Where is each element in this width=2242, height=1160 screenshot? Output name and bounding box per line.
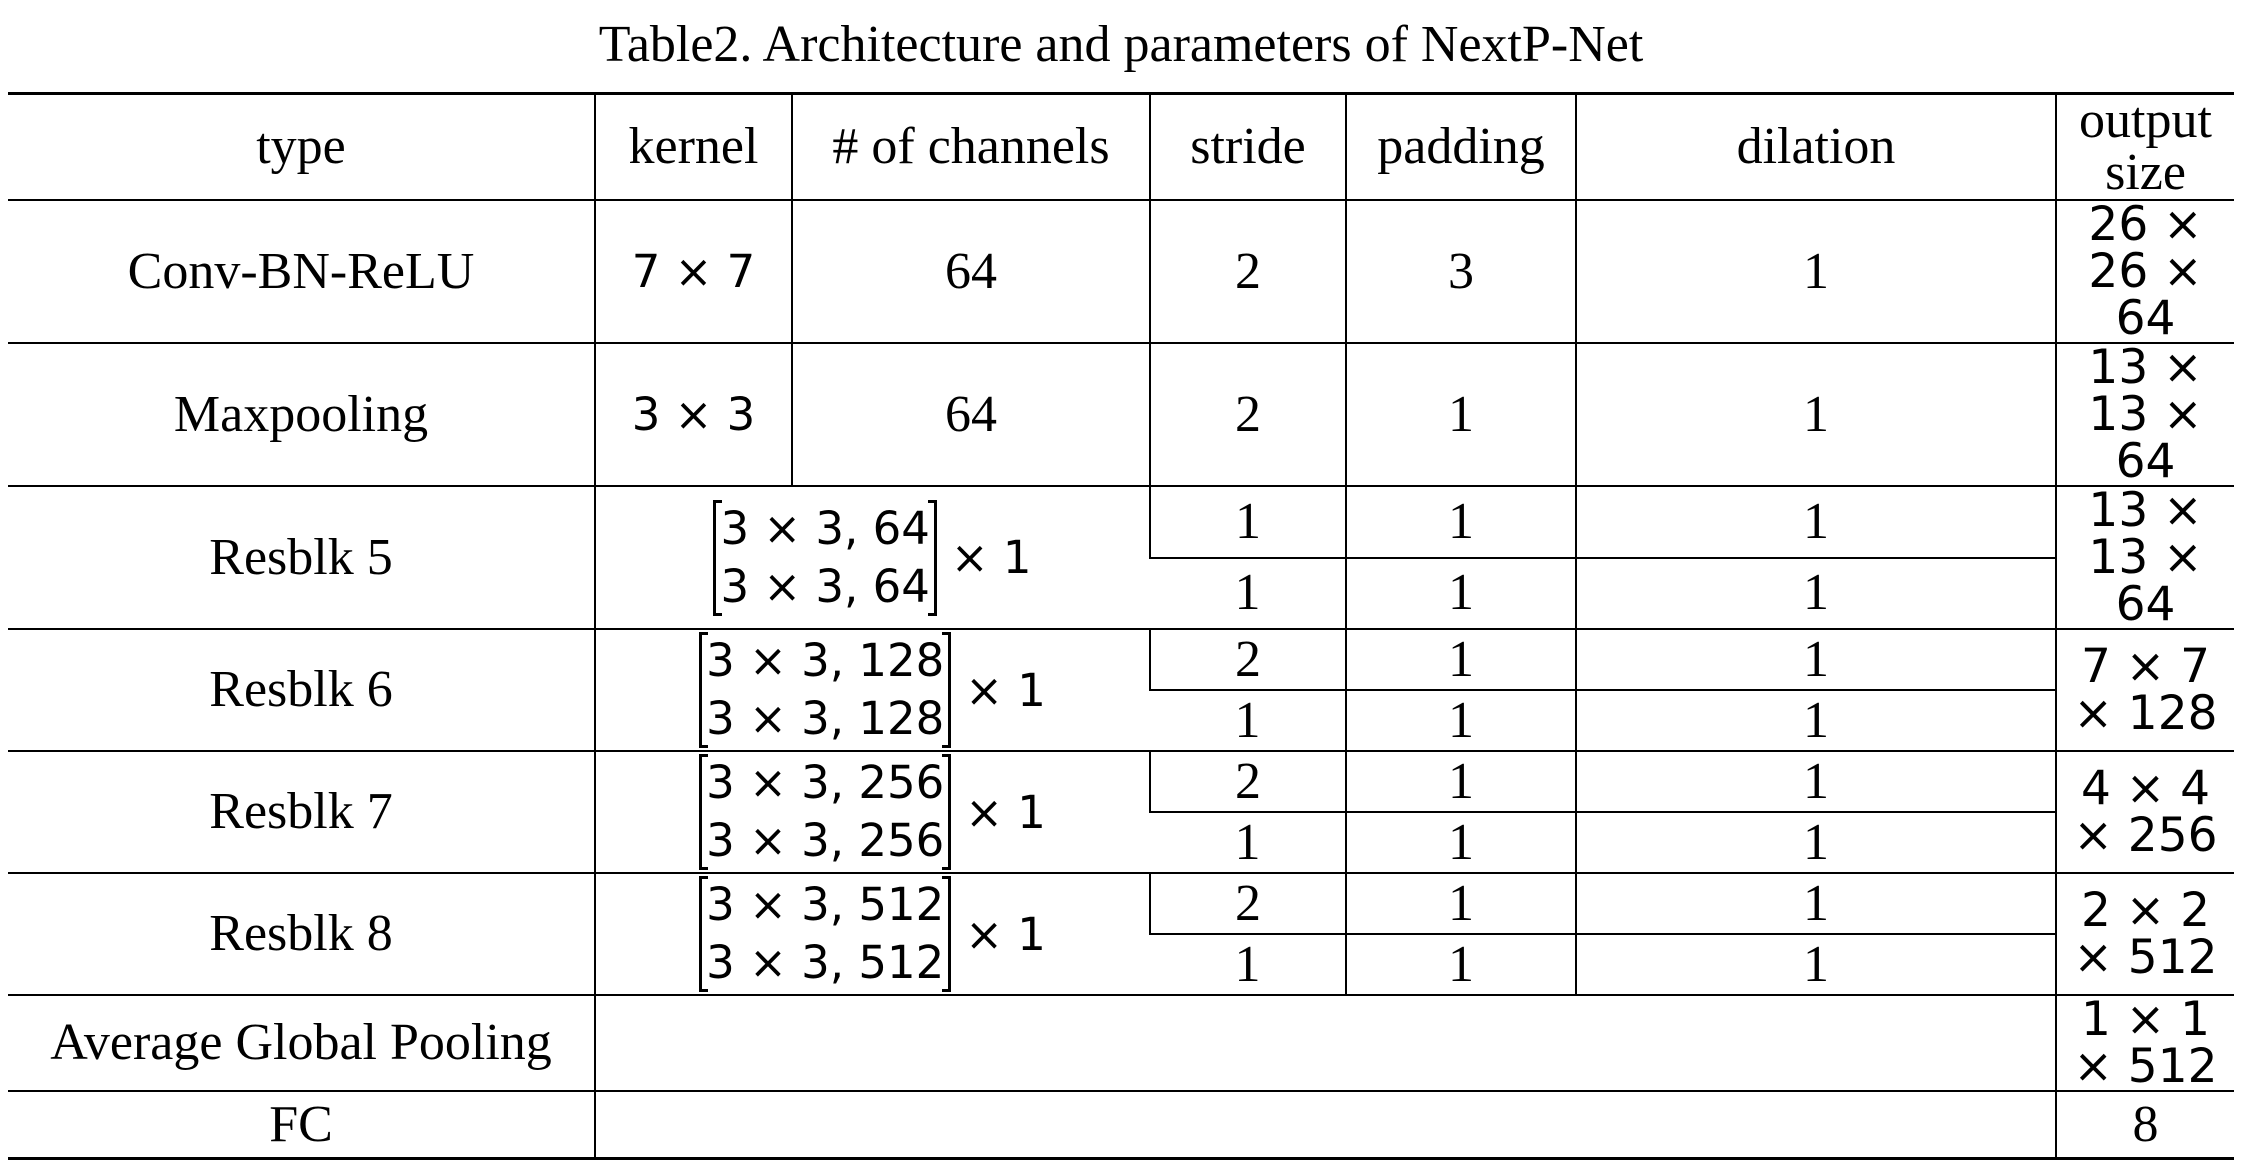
cell-output-size: 26 × 26 × 64 <box>2056 200 2234 343</box>
cell-stride: 2 <box>1150 873 1346 934</box>
architecture-table <box>8 92 2234 1160</box>
cell-dilation: 1 <box>1576 690 2056 751</box>
header-stride: stride <box>1150 94 1346 201</box>
cell-padding: 1 <box>1346 343 1576 486</box>
cell-output-size: 13 × 13 × 64 <box>2056 486 2234 629</box>
cell-padding: 1 <box>1346 873 1576 934</box>
header-kernel: kernel <box>595 94 792 201</box>
matrix-line-2: 3 × 3, 256 <box>706 814 945 867</box>
table-row-conv <box>8 200 2234 343</box>
cell-stride: 1 <box>1150 812 1346 873</box>
cell-type: Resblk 8 <box>8 873 595 995</box>
cell-padding: 1 <box>1346 751 1576 812</box>
cell-stride: 2 <box>1150 751 1346 812</box>
matrix-line-2: 3 × 3, 512 <box>706 936 945 989</box>
block-matrix <box>699 876 1046 992</box>
cell-padding: 1 <box>1346 934 1576 995</box>
header-row <box>8 94 2234 201</box>
matrix-multiplier: × 1 <box>965 663 1046 717</box>
matrix-line-1: 3 × 3, 128 <box>706 634 945 687</box>
matrix-bracket <box>699 754 951 870</box>
table-row-resblk6 <box>8 629 2234 690</box>
cell-padding: 1 <box>1346 629 1576 690</box>
cell-stride: 1 <box>1150 934 1346 995</box>
cell-block-matrix <box>595 751 1150 873</box>
cell-dilation: 1 <box>1576 486 2056 558</box>
cell-block-matrix <box>595 629 1150 751</box>
cell-output-size: 7 × 7 × 128 <box>2056 629 2234 751</box>
cell-channels: 64 <box>792 343 1150 486</box>
matrix-line-1: 3 × 3, 256 <box>706 756 945 809</box>
cell-output-size: 2 × 2 × 512 <box>2056 873 2234 995</box>
cell-stride: 1 <box>1150 486 1346 558</box>
cell-kernel: 3 × 3 <box>595 343 792 486</box>
cell-dilation: 1 <box>1576 200 2056 343</box>
table-row-resblk5 <box>8 486 2234 558</box>
cell-type: Average Global Pooling <box>8 995 595 1091</box>
table-row-resblk8 <box>8 873 2234 934</box>
matrix-bracket <box>699 632 951 748</box>
block-matrix <box>699 754 1046 870</box>
cell-type: Resblk 6 <box>8 629 595 751</box>
header-output-size: output size <box>2056 94 2234 201</box>
table-row-maxpool <box>8 343 2234 486</box>
cell-output-size: 4 × 4 × 256 <box>2056 751 2234 873</box>
header-type: type <box>8 94 595 201</box>
cell-output-size: 1 × 1 × 512 <box>2056 995 2234 1091</box>
cell-dilation: 1 <box>1576 812 2056 873</box>
block-matrix <box>713 500 1031 616</box>
cell-padding: 1 <box>1346 690 1576 751</box>
header-dilation: dilation <box>1576 94 2056 201</box>
header-padding: padding <box>1346 94 1576 201</box>
cell-dilation: 1 <box>1576 873 2056 934</box>
cell-dilation: 1 <box>1576 343 2056 486</box>
matrix-bracket <box>699 876 951 992</box>
cell-padding: 1 <box>1346 486 1576 558</box>
cell-block-matrix <box>595 873 1150 995</box>
matrix-line-2: 3 × 3, 64 <box>720 559 930 613</box>
block-matrix <box>699 632 1046 748</box>
cell-channels: 64 <box>792 200 1150 343</box>
header-channels: # of channels <box>792 94 1150 201</box>
table-row-fc <box>8 1091 2234 1159</box>
cell-block-matrix <box>595 486 1150 629</box>
matrix-multiplier: × 1 <box>965 907 1046 961</box>
cell-dilation: 1 <box>1576 558 2056 630</box>
table-row-resblk7 <box>8 751 2234 812</box>
cell-padding: 1 <box>1346 812 1576 873</box>
cell-output-size: 13 × 13 × 64 <box>2056 343 2234 486</box>
cell-stride: 2 <box>1150 200 1346 343</box>
cell-stride: 1 <box>1150 558 1346 630</box>
cell-stride: 2 <box>1150 629 1346 690</box>
cell-type: Resblk 7 <box>8 751 595 873</box>
cell-empty-span <box>595 995 2056 1091</box>
table-row-avgpool <box>8 995 2234 1091</box>
table-caption: Table2. Architecture and parameters of NextP-Net <box>598 16 1644 73</box>
cell-output-size: 8 <box>2056 1091 2234 1159</box>
matrix-line-2: 3 × 3, 128 <box>706 692 945 745</box>
matrix-line-1: 3 × 3, 64 <box>720 501 930 555</box>
cell-kernel: 7 × 7 <box>595 200 792 343</box>
cell-dilation: 1 <box>1576 629 2056 690</box>
matrix-multiplier: × 1 <box>965 785 1046 839</box>
cell-type: FC <box>8 1091 595 1159</box>
cell-type: Maxpooling <box>8 343 595 486</box>
cell-dilation: 1 <box>1576 934 2056 995</box>
cell-stride: 1 <box>1150 690 1346 751</box>
matrix-bracket <box>713 500 936 616</box>
cell-type: Resblk 5 <box>8 486 595 629</box>
cell-empty-span <box>595 1091 2056 1159</box>
matrix-line-1: 3 × 3, 512 <box>706 878 945 931</box>
cell-padding: 3 <box>1346 200 1576 343</box>
cell-padding: 1 <box>1346 558 1576 630</box>
cell-dilation: 1 <box>1576 751 2056 812</box>
cell-type: Conv-BN-ReLU <box>8 200 595 343</box>
matrix-multiplier: × 1 <box>950 531 1032 584</box>
cell-stride: 2 <box>1150 343 1346 486</box>
